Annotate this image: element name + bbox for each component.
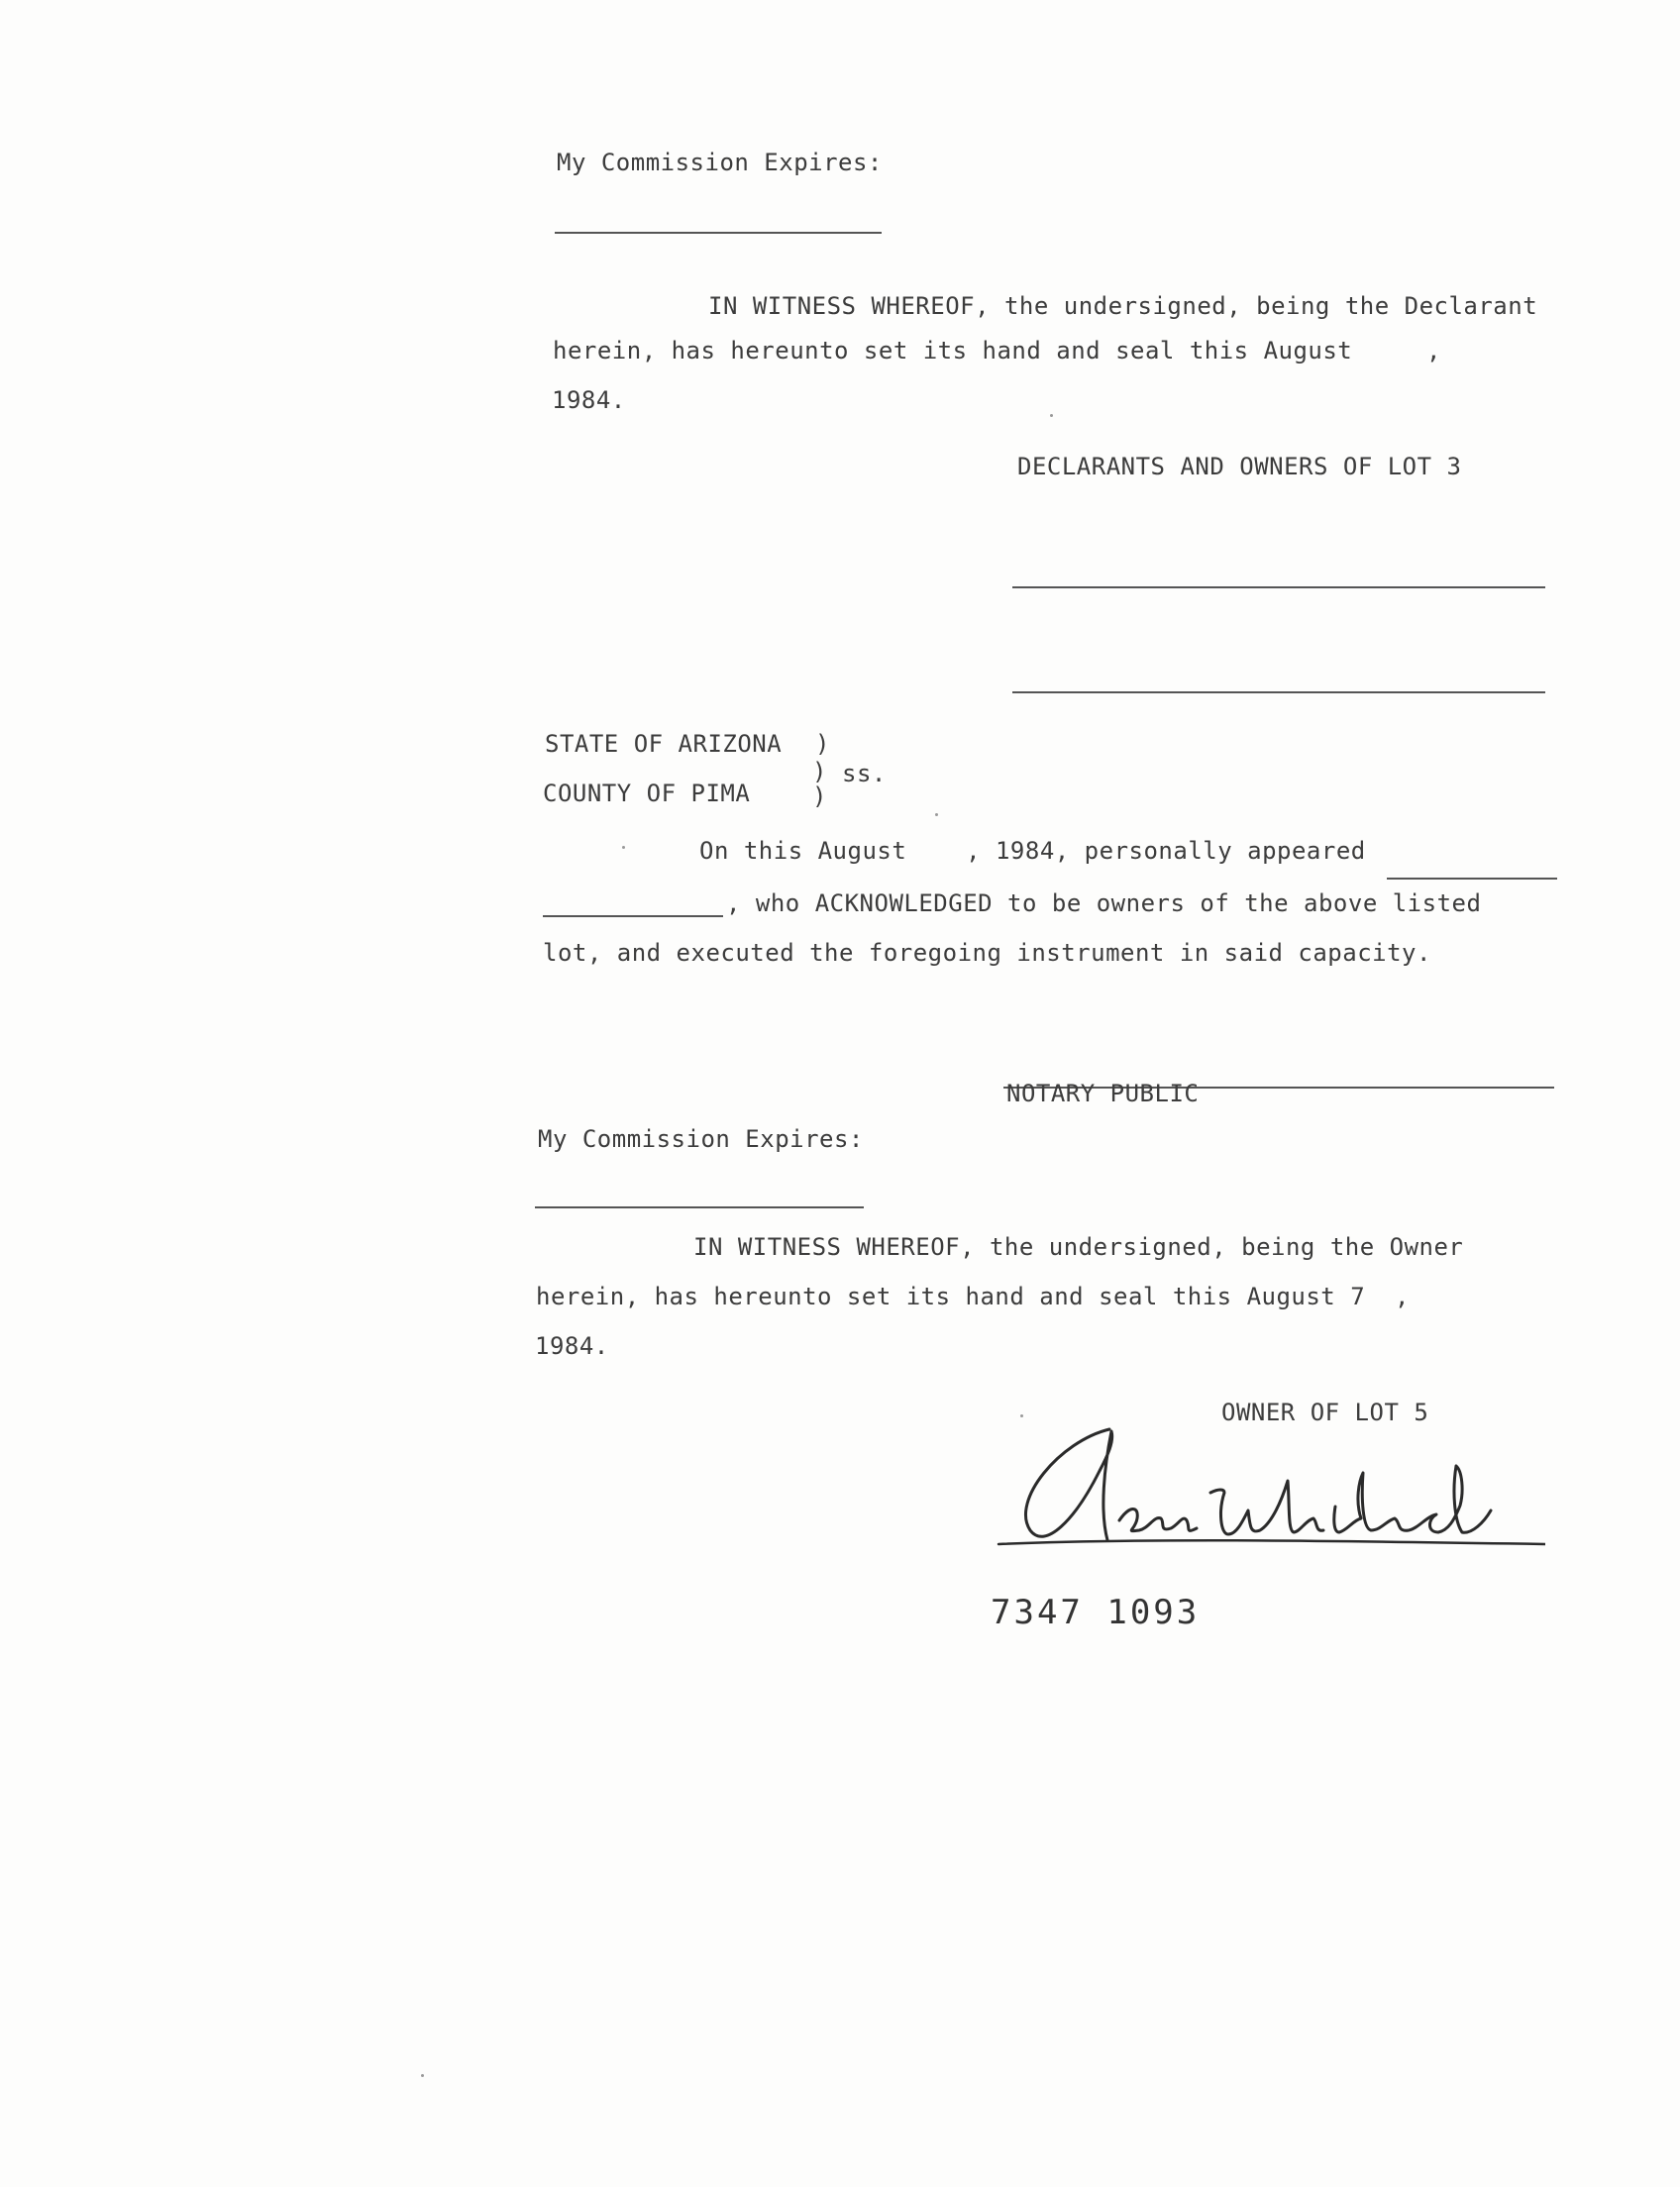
venue-paren-3: ): [812, 782, 827, 810]
witness-line-2-bottom: herein, has hereunto set its hand and seal this August 7 ,: [536, 1283, 1411, 1310]
commission-expires-line-top: [555, 232, 882, 234]
county-label: COUNTY OF PIMA: [543, 780, 751, 807]
commission-expires-line-bottom: [535, 1206, 864, 1208]
witness-line-3-top: 1984.: [552, 386, 626, 414]
owner-of-lot-label: OWNER OF LOT 5: [1221, 1399, 1429, 1426]
appeared-name-line-a: [1387, 878, 1557, 880]
scan-speck: [1020, 1414, 1023, 1417]
scan-speck: [935, 813, 938, 816]
declarants-label: DECLARANTS AND OWNERS OF LOT 3: [1017, 453, 1462, 480]
owner-signature: [991, 1411, 1545, 1560]
venue-paren-2: ): [812, 758, 827, 785]
witness-line-1-bottom: IN WITNESS WHEREOF, the undersigned, being the Owner: [693, 1233, 1464, 1261]
notary-public-label: NOTARY PUBLIC: [1006, 1080, 1200, 1107]
appeared-name-line-b: [543, 915, 723, 917]
venue-paren-1: ): [815, 730, 830, 758]
ss-label: ss.: [842, 760, 887, 787]
record-number: 7347 1093: [991, 1593, 1201, 1632]
declarant-signature-line-1: [1012, 586, 1545, 588]
acknowledgment-line-2: , who ACKNOWLEDGED to be owners of the above listed: [726, 889, 1482, 917]
witness-line-3-bottom: 1984.: [535, 1332, 609, 1360]
scan-speck: [622, 846, 625, 849]
scan-speck: [421, 2074, 424, 2077]
scan-speck: [1050, 414, 1053, 417]
witness-line-1-top: IN WITNESS WHEREOF, the undersigned, being the Declarant: [708, 292, 1538, 320]
declarant-signature-line-2: [1012, 691, 1545, 693]
acknowledgment-line-1: On this August , 1984, personally appeared: [699, 837, 1366, 865]
commission-expires-label-bottom: My Commission Expires:: [538, 1125, 864, 1153]
acknowledgment-line-3: lot, and executed the foregoing instrument in said capacity.: [543, 939, 1431, 967]
witness-line-2-top: herein, has hereunto set its hand and seal this August ,: [553, 337, 1441, 364]
state-label: STATE OF ARIZONA: [545, 730, 783, 758]
commission-expires-label-top: My Commission Expires:: [557, 149, 883, 176]
